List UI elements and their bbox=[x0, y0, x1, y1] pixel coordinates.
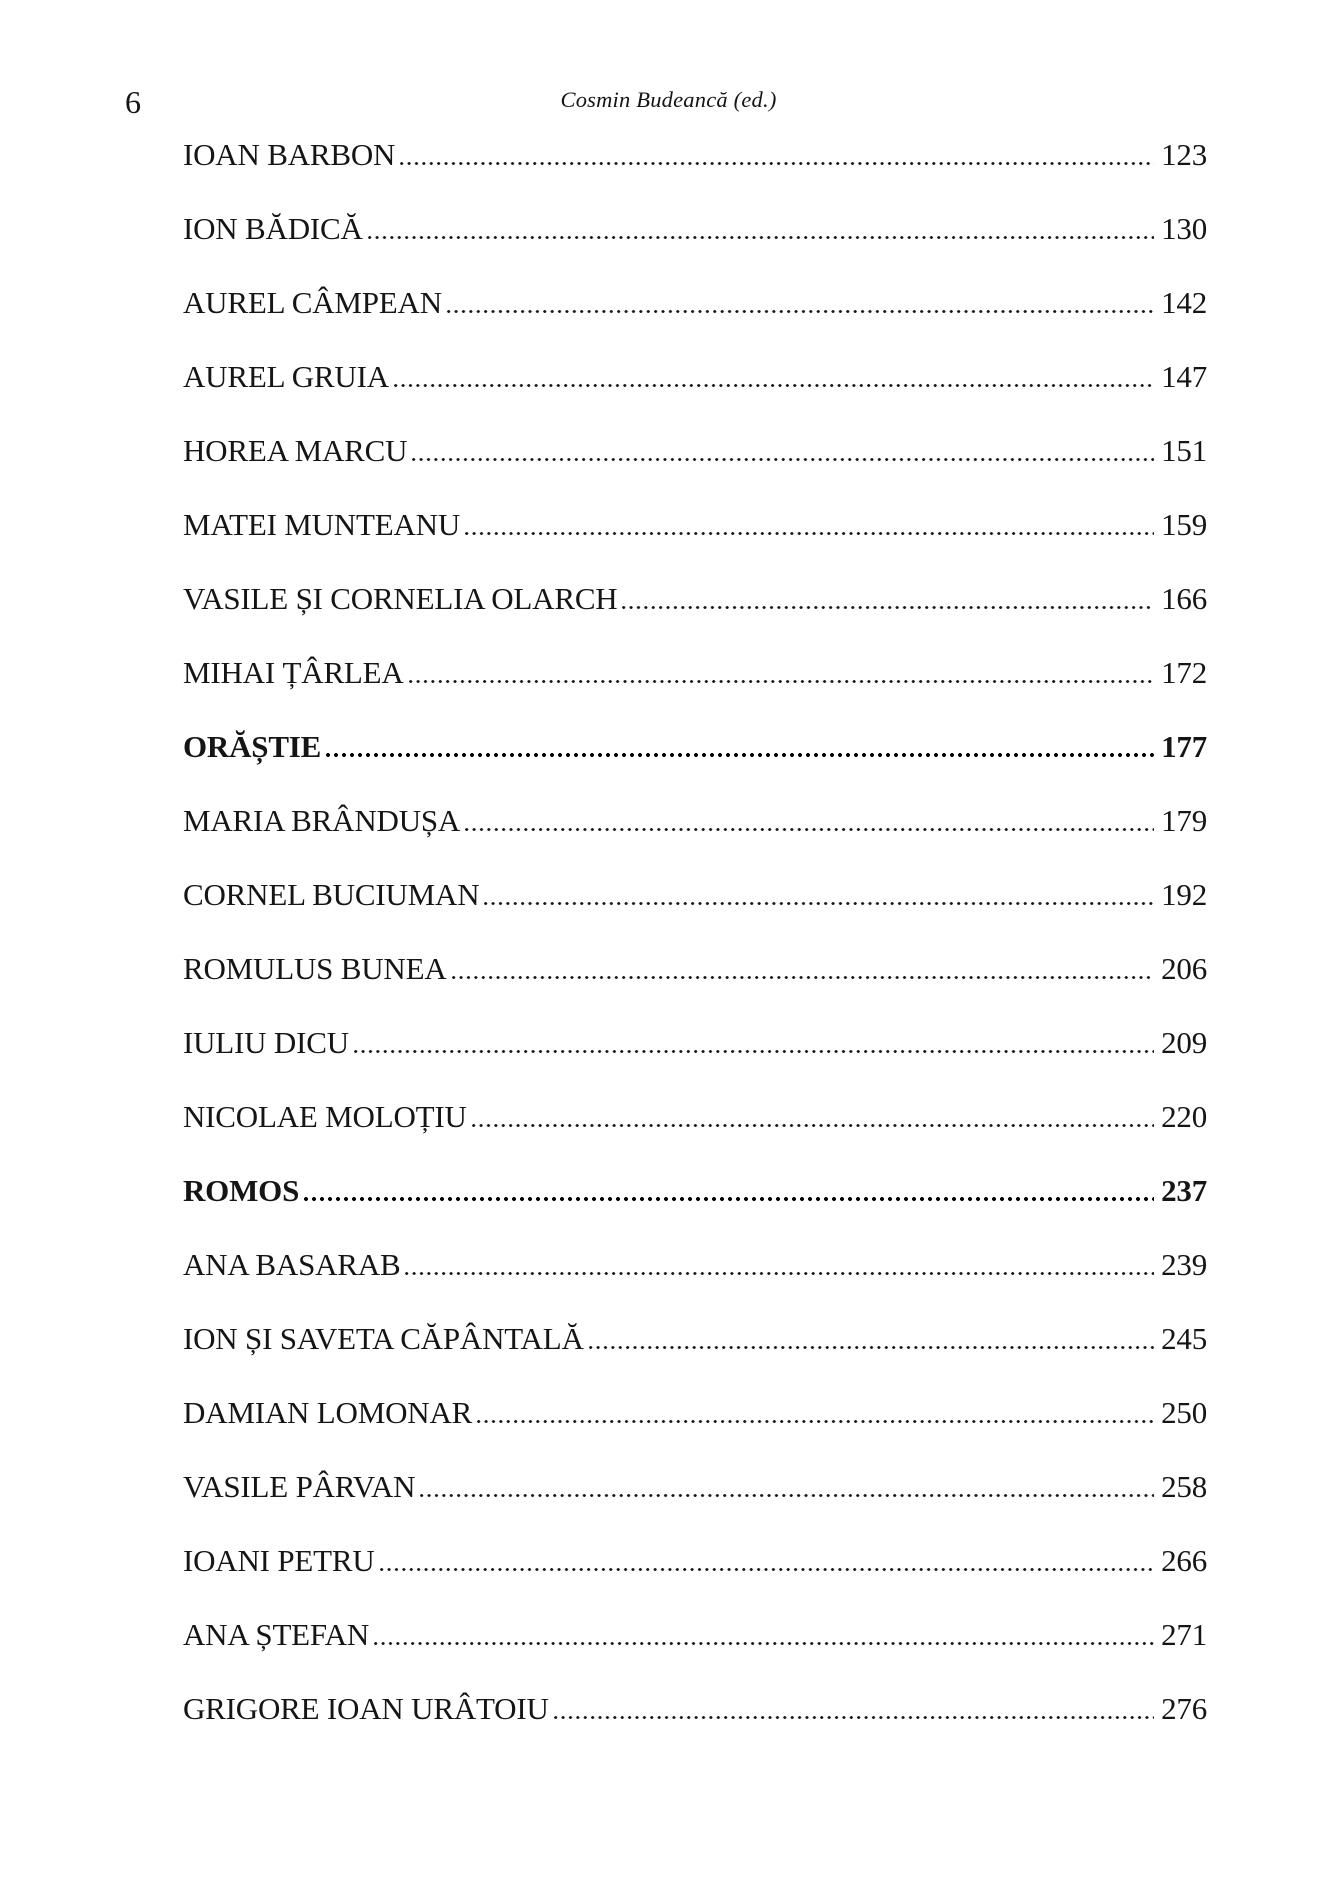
toc-entry-row bbox=[183, 1006, 1207, 1080]
dot-leader bbox=[465, 532, 1154, 535]
dot-leader bbox=[380, 1568, 1155, 1571]
dot-leader bbox=[354, 1050, 1154, 1053]
toc-entry-row bbox=[183, 1302, 1207, 1376]
dot-leader bbox=[304, 1197, 1154, 1201]
toc-entry-page-number: 130 bbox=[1161, 211, 1207, 246]
toc-entry-page-number: 192 bbox=[1161, 877, 1207, 912]
toc-entry-page-number: 209 bbox=[1161, 1025, 1207, 1060]
running-header: Cosmin Budeancă (ed.) bbox=[560, 87, 777, 112]
toc-entry-page-number: 206 bbox=[1161, 951, 1207, 986]
toc-entry-row bbox=[183, 858, 1207, 932]
dot-leader bbox=[400, 162, 1154, 165]
toc-entry-page-number: 166 bbox=[1161, 581, 1207, 616]
dot-leader bbox=[465, 828, 1154, 831]
toc-entry-label: ANA ȘTEFAN bbox=[183, 1617, 370, 1652]
toc-entry-label: GRIGORE IOAN URÂTOIU bbox=[183, 1691, 549, 1726]
toc-entry-row bbox=[183, 192, 1207, 266]
dot-leader bbox=[452, 976, 1155, 979]
dot-leader bbox=[405, 1272, 1154, 1275]
dot-leader bbox=[447, 310, 1154, 313]
table-of-contents bbox=[183, 118, 1207, 1746]
toc-entry-page-number: 220 bbox=[1161, 1099, 1207, 1134]
page-number: 6 bbox=[125, 84, 141, 120]
toc-entry-row bbox=[183, 1228, 1207, 1302]
toc-entry-row bbox=[183, 118, 1207, 192]
toc-entry-label: CORNEL BUCIUMAN bbox=[183, 877, 480, 912]
toc-entry-label: MIHAI ȚÂRLEA bbox=[183, 655, 404, 690]
dot-leader bbox=[622, 606, 1154, 609]
toc-entry-label: ORĂȘTIE bbox=[183, 729, 322, 764]
dot-leader bbox=[484, 902, 1154, 905]
toc-entry-page-number: 179 bbox=[1161, 803, 1207, 838]
toc-entry-row bbox=[183, 1080, 1207, 1154]
dot-leader bbox=[409, 680, 1154, 683]
toc-entry-label: IOANI PETRU bbox=[183, 1543, 375, 1578]
dot-leader bbox=[589, 1346, 1154, 1349]
toc-entry-page-number: 151 bbox=[1161, 433, 1207, 468]
toc-entry-page-number: 237 bbox=[1161, 1173, 1207, 1208]
toc-entry-row bbox=[183, 1450, 1207, 1524]
toc-entry-row bbox=[183, 636, 1207, 710]
toc-entry-row bbox=[183, 1524, 1207, 1598]
dot-leader bbox=[420, 1494, 1154, 1497]
toc-entry-label: NICOLAE MOLOȚIU bbox=[183, 1099, 467, 1134]
dot-leader bbox=[368, 236, 1154, 239]
dot-leader bbox=[472, 1124, 1154, 1127]
toc-entry-row bbox=[183, 1672, 1207, 1746]
toc-entry-row bbox=[183, 414, 1207, 488]
toc-entry-row bbox=[183, 266, 1207, 340]
toc-entry-page-number: 239 bbox=[1161, 1247, 1207, 1282]
toc-entry-row bbox=[183, 340, 1207, 414]
toc-entry-row bbox=[183, 1154, 1207, 1228]
toc-entry-label: ANA BASARAB bbox=[183, 1247, 401, 1282]
toc-entry-row bbox=[183, 784, 1207, 858]
toc-entry-label: ROMULUS BUNEA bbox=[183, 951, 447, 986]
toc-entry-page-number: 276 bbox=[1161, 1691, 1207, 1726]
toc-entry-row bbox=[183, 562, 1207, 636]
toc-entry-label: VASILE ȘI CORNELIA OLARCH bbox=[183, 581, 618, 616]
dot-leader bbox=[374, 1642, 1154, 1645]
toc-entry-row bbox=[183, 932, 1207, 1006]
toc-entry-page-number: 271 bbox=[1161, 1617, 1207, 1652]
toc-entry-label: IULIU DICU bbox=[183, 1025, 349, 1060]
toc-entry-label: VASILE PÂRVAN bbox=[183, 1469, 416, 1504]
toc-entry-page-number: 123 bbox=[1161, 137, 1207, 172]
toc-entry-page-number: 245 bbox=[1161, 1321, 1207, 1356]
toc-entry-label: MARIA BRÂNDUȘA bbox=[183, 803, 461, 838]
toc-entry-label: DAMIAN LOMONAR bbox=[183, 1395, 473, 1430]
toc-entry-page-number: 147 bbox=[1161, 359, 1207, 394]
toc-entry-page-number: 250 bbox=[1161, 1395, 1207, 1430]
toc-entry-row bbox=[183, 710, 1207, 784]
toc-entry-page-number: 266 bbox=[1161, 1543, 1207, 1578]
dot-leader bbox=[326, 753, 1154, 757]
toc-entry-label: MATEI MUNTEANU bbox=[183, 507, 461, 542]
dot-leader bbox=[394, 384, 1154, 387]
dot-leader bbox=[477, 1420, 1154, 1423]
toc-entry-page-number: 159 bbox=[1161, 507, 1207, 542]
toc-entry-page-number: 177 bbox=[1161, 729, 1207, 764]
toc-entry-page-number: 172 bbox=[1161, 655, 1207, 690]
toc-entry-page-number: 258 bbox=[1161, 1469, 1207, 1504]
toc-entry-label: AUREL GRUIA bbox=[183, 359, 389, 394]
toc-entry-label: ROMOS bbox=[183, 1173, 300, 1208]
toc-entry-label: ION BĂDICĂ bbox=[183, 211, 363, 246]
dot-leader bbox=[554, 1716, 1154, 1719]
toc-entry-label: AUREL CÂMPEAN bbox=[183, 285, 442, 320]
toc-entry-label: ION ȘI SAVETA CĂPÂNTALĂ bbox=[183, 1321, 584, 1356]
toc-entry-label: IOAN BARBON bbox=[183, 137, 396, 172]
toc-entry-row bbox=[183, 488, 1207, 562]
toc-entry-label: HOREA MARCU bbox=[183, 433, 408, 468]
dot-leader bbox=[412, 458, 1154, 461]
toc-entry-page-number: 142 bbox=[1161, 285, 1207, 320]
toc-entry-row bbox=[183, 1598, 1207, 1672]
toc-entry-row bbox=[183, 1376, 1207, 1450]
